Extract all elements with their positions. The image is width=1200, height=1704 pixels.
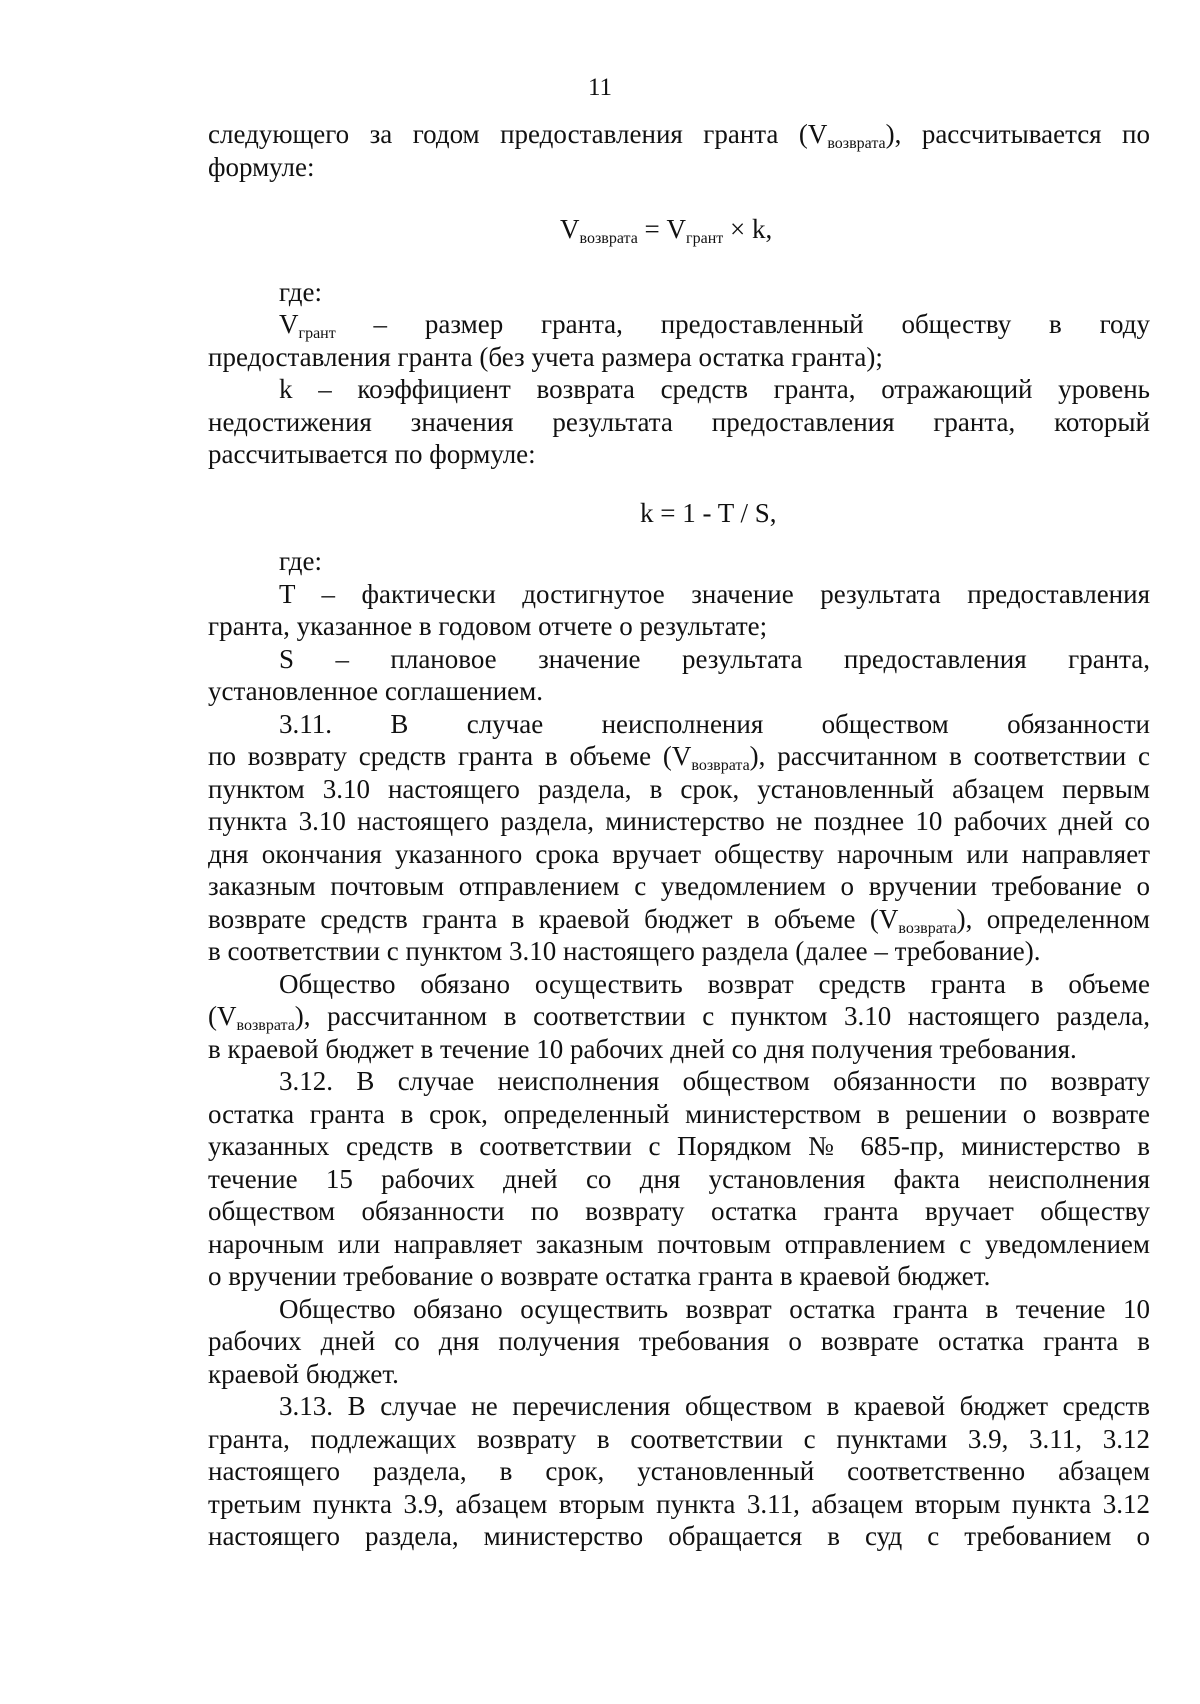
text-line: о вручении требование о возврате остатка гранта в краевой бюджет. bbox=[208, 1261, 991, 1291]
text-line: по возврату средств гранта в объеме $(V_{возврата})$, рассчитанном в соответствии с bbox=[208, 741, 1150, 774]
text-line: возврате средств гранта в краевой бюджет в объеме $(V_{возврата})$, определенном bbox=[208, 903, 1150, 937]
text-line: установленное соглашением. bbox=[208, 676, 543, 706]
text-line: указанных средств в соответствии с Порядком № 685-пр, министерство в bbox=[208, 1131, 1150, 1161]
document-body bbox=[208, 118, 1150, 1553]
text-line: следующего за годом предоставления гранта $(V_{возврата})$, рассчитывается по bbox=[208, 119, 1150, 152]
text-line: T – фактически достигнутое значение результата предоставления bbox=[279, 578, 1150, 609]
text-line: предоставления гранта (без учета размера остатка гранта); bbox=[208, 341, 883, 372]
text-line: гранта, указанное в годовом отчете о результате; bbox=[208, 611, 768, 641]
text-line: формуле: bbox=[208, 151, 315, 182]
text-line: пункта 3.10 настоящего раздела, министерство не позднее 10 рабочих дней со bbox=[208, 806, 1150, 836]
text-line: дня окончания указанного срока вручает обществу нарочным или направляет bbox=[208, 838, 1150, 869]
text-line: Общество обязано осуществить возврат остатка гранта в течение 10 bbox=[279, 1293, 1150, 1324]
text-line: в соответствии с пунктом 3.10 настоящего раздела (далее – требование). bbox=[208, 936, 1041, 966]
text-line: 3.12. В случае неисполнения обществом обязанности по возврату bbox=[279, 1066, 1150, 1096]
text-line: гранта, подлежащих возврату в соответствии с пунктами 3.9, 3.11, 3.12 bbox=[208, 1423, 1150, 1454]
text-line: нарочным или направляет заказным почтовым отправлением с уведомлением bbox=[208, 1228, 1150, 1259]
text-line: 3.13. В случае не перечисления обществом в краевой бюджет средств bbox=[279, 1391, 1150, 1421]
text-line: обществом обязанности по возврату остатка гранта вручает обществу bbox=[208, 1196, 1150, 1226]
text-line: $V_{грант}$ – размер гранта, предоставленный обществу в году bbox=[279, 309, 1150, 342]
text-line: рассчитывается по формуле: bbox=[208, 439, 536, 469]
formula-v-return: $V_{возврата} = V_{грант} \times k$, bbox=[560, 214, 773, 247]
formula-k: k = 1 - T / S, bbox=[640, 497, 777, 528]
page-number: 11 bbox=[587, 74, 613, 101]
text-line: настоящего раздела, министерство обращается в суд с требованием о bbox=[208, 1521, 1150, 1551]
text-line: пунктом 3.10 настоящего раздела, в срок, установленный абзацем первым bbox=[208, 773, 1150, 804]
text-line: Общество обязано осуществить возврат средств гранта в объеме bbox=[279, 968, 1150, 999]
text-line: недостижения значения результата предоставления гранта, который bbox=[208, 406, 1150, 437]
text-line: 3.11. В случае неисполнения обществом обязанности bbox=[279, 708, 1150, 739]
text-line: k – коэффициент возврата средств гранта, отражающий уровень bbox=[279, 374, 1150, 404]
text-line: S – плановое значение результата предоставления гранта, bbox=[279, 643, 1150, 674]
text-line: где: bbox=[279, 546, 322, 576]
text-line: третьим пункта 3.9, абзацем вторым пункта 3.11, абзацем вторым пункта 3.12 bbox=[208, 1488, 1150, 1519]
text-line: заказным почтовым отправлением с уведомлением о вручении требование о bbox=[208, 871, 1150, 901]
text-line: где: bbox=[279, 276, 322, 307]
text-line: краевой бюджет. bbox=[208, 1358, 399, 1389]
text-line: в краевой бюджет в течение 10 рабочих дней со дня получения требования. bbox=[208, 1033, 1077, 1064]
text-line: течение 15 рабочих дней со дня установления факта неисполнения bbox=[208, 1163, 1150, 1194]
text-line: настоящего раздела, в срок, установленный соответственно абзацем bbox=[208, 1456, 1150, 1486]
text-line: рабочих дней со дня получения требования о возврате остатка гранта в bbox=[208, 1326, 1150, 1356]
text-line: остатка гранта в срок, определенный министерством в решении о возврате bbox=[208, 1098, 1150, 1129]
text-line: $(V_{возврата})$, рассчитанном в соответствии с пунктом 3.10 настоящего раздела, bbox=[208, 1001, 1150, 1034]
